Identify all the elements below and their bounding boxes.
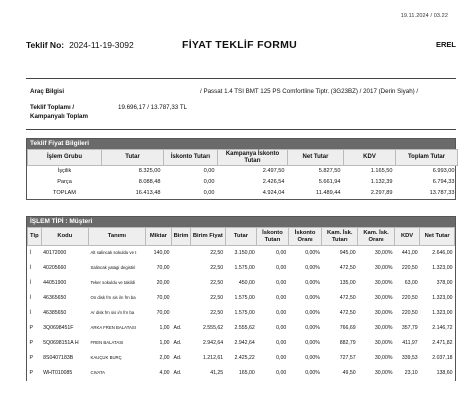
- table-cell: Ad.: [173, 325, 182, 331]
- table-cell: İ: [29, 295, 31, 301]
- summary-cell: İşçilik: [57, 168, 72, 175]
- table-row: [28, 351, 455, 366]
- table-cell: 20,00: [156, 280, 170, 286]
- summary-col-vat: KDV: [344, 150, 396, 166]
- table-cell: 0,00%: [305, 340, 320, 346]
- table-row: [28, 276, 455, 291]
- table-cell: 30,00%: [374, 340, 393, 346]
- table-cell: 4,00: [159, 370, 170, 376]
- table-cell: İ: [29, 250, 31, 257]
- summary-cell: 2.426,54: [262, 179, 285, 185]
- table-cell: 30,00%: [374, 250, 393, 257]
- table-cell: Salincak yatagi degistiri: [90, 264, 136, 270]
- summary-cell: 0,00: [203, 190, 215, 196]
- table-cell: 0,00%: [305, 325, 320, 331]
- table-cell: 63,00: [404, 280, 418, 286]
- summary-cell: 11.489,44: [316, 190, 341, 196]
- document-header: [26, 40, 456, 54]
- operations-bar: İŞLEM TİPİ : Müşteri: [27, 217, 455, 227]
- items-col-discount-rate: İskonto Oranı: [288, 228, 322, 246]
- table-cell: 40205660: [43, 265, 67, 271]
- table-cell: 22,50: [210, 295, 224, 301]
- summary-cell: 6.794,33: [432, 179, 455, 185]
- table-cell: 30,00%: [374, 295, 393, 301]
- summary-cell: 8.088,48: [138, 179, 161, 185]
- table-cell: 441,00: [401, 250, 418, 257]
- summary-cell: 6.993,00: [432, 168, 455, 175]
- table-cell: Teker sokuldu ve takildi: [90, 279, 135, 285]
- table-cell: 882,79: [339, 340, 356, 346]
- table-cell: CIVATA: [90, 369, 106, 375]
- brand-name: EREL: [435, 40, 456, 49]
- table-cell: 30,00%: [374, 325, 393, 331]
- table-cell: [172, 276, 191, 291]
- table-cell: P: [29, 325, 33, 331]
- items-header-row: [28, 228, 455, 246]
- summary-cell: 4.924,04: [262, 190, 285, 196]
- table-cell: 378,00: [436, 280, 453, 286]
- items-col-net: Net Tutar: [420, 228, 455, 246]
- summary-col-amount: Tutar: [102, 150, 164, 166]
- table-row: [28, 306, 455, 321]
- table-cell: Ad.: [173, 355, 182, 361]
- price-summary-section: [26, 138, 456, 200]
- total-value: 19.696,17 / 13.787,33 TL: [118, 104, 188, 111]
- table-cell: 339,53: [401, 355, 418, 361]
- table-cell: 1.323,00: [432, 295, 453, 301]
- table-cell: 3.150,00: [234, 250, 255, 257]
- vehicle-label: Araç Bilgisi: [30, 88, 65, 95]
- table-cell: P: [29, 370, 33, 376]
- table-cell: 1.575,00: [234, 310, 255, 316]
- summary-col-group: İşlem Grubu: [28, 150, 102, 166]
- table-cell: 30,00%: [374, 370, 393, 376]
- table-cell: 1.575,00: [234, 295, 255, 301]
- items-col-unit: Birim: [172, 228, 191, 246]
- table-cell: 0,00: [276, 370, 287, 376]
- table-cell: 165,00: [238, 370, 255, 376]
- items-table: [27, 227, 455, 381]
- table-cell: Ad.: [173, 340, 182, 346]
- summary-col-net: Net Tutar: [288, 150, 344, 166]
- summary-col-discount: İskonto Tutarı: [164, 150, 218, 166]
- table-cell: 0,00%: [305, 280, 320, 286]
- table-cell: 0,00: [276, 265, 287, 271]
- table-cell: 945,00: [339, 250, 356, 257]
- table-cell: 2.646,00: [432, 250, 453, 257]
- summary-row-parts: [28, 177, 458, 188]
- offer-number: [26, 40, 134, 50]
- table-cell: İ: [29, 265, 31, 271]
- total-label-1: Teklif Toplamı /: [30, 104, 75, 111]
- items-col-amount: Tutar: [225, 228, 257, 246]
- table-cell: 2.555,62: [202, 325, 224, 331]
- table-cell: 30,00%: [374, 265, 393, 271]
- table-cell: FREN BALATASI: [90, 339, 124, 345]
- summary-bar: Teklif Fiyat Bilgileri: [27, 139, 455, 149]
- summary-col-campaign-discount: Kampanya İskonto Tutarı: [218, 150, 288, 166]
- table-cell: [172, 246, 191, 261]
- table-cell: [172, 291, 191, 306]
- table-cell: 22,50: [210, 310, 224, 316]
- summary-row-total: [28, 188, 458, 199]
- table-cell: Ad.: [173, 370, 182, 376]
- table-cell: 1,00: [159, 340, 170, 346]
- table-cell: 357,79: [401, 325, 418, 331]
- table-cell: 472,50: [339, 310, 356, 316]
- table-cell: 0,00%: [305, 355, 320, 361]
- items-col-quantity: Miktar: [145, 228, 171, 246]
- table-cell: İ: [29, 280, 31, 286]
- summary-cell: Parça: [57, 179, 72, 185]
- table-cell: 220,50: [401, 265, 418, 271]
- summary-cell: 16.413,48: [135, 190, 161, 196]
- items-col-unit-price: Birim Fiyat: [190, 228, 225, 246]
- table-cell: 0,00: [276, 325, 287, 331]
- table-cell: On disk frn sis i/n frn ba: [90, 294, 136, 300]
- table-cell: 140,00: [153, 250, 170, 257]
- summary-cell: 2.297,89: [370, 190, 393, 196]
- table-row: [28, 246, 455, 261]
- table-cell: 0,00%: [305, 250, 320, 257]
- summary-header-row: [28, 150, 458, 166]
- summary-cell: 2.497,50: [262, 168, 285, 175]
- summary-row-labor: [28, 166, 458, 177]
- operations-section: [26, 216, 456, 381]
- table-row: [28, 366, 455, 381]
- summary-col-total: Toplam Tutar: [396, 150, 458, 166]
- table-cell: 1.323,00: [432, 310, 453, 316]
- items-col-description: Tanımı: [88, 228, 145, 246]
- table-cell: 472,50: [339, 265, 356, 271]
- table-cell: 220,50: [401, 295, 418, 301]
- table-cell: 1.212,61: [202, 355, 224, 361]
- table-cell: 5Q0698151A H: [43, 340, 79, 346]
- table-cell: 70,00: [156, 295, 170, 301]
- table-cell: 0,00%: [305, 310, 320, 316]
- table-cell: 2,00: [159, 355, 170, 361]
- summary-cell: 8.325,00: [138, 168, 161, 175]
- table-cell: 3Q0698451F: [43, 325, 74, 331]
- table-cell: 44051900: [43, 280, 67, 286]
- table-cell: 1,00: [159, 325, 170, 331]
- table-cell: İ: [29, 310, 31, 316]
- summary-table: [27, 149, 458, 199]
- table-cell: 0,00: [276, 340, 287, 346]
- table-cell: 70,00: [156, 310, 170, 316]
- table-cell: 411,97: [402, 340, 418, 346]
- table-cell: 23,10: [404, 370, 418, 376]
- form-title: FİYAT TEKLİF FORMU: [182, 39, 298, 51]
- table-cell: 0,00: [276, 355, 287, 361]
- vehicle-value: / Passat 1.4 TSI BMT 125 PS Comfortline Tiptr. (3G23BZ) / 2017 (Derin Siyah) /: [200, 88, 419, 95]
- table-cell: 8S0407183B: [43, 355, 74, 361]
- table-cell: 2.146,72: [432, 325, 453, 331]
- table-cell: 70,00: [156, 265, 170, 271]
- items-body: [28, 246, 455, 381]
- table-cell: KAUÇUK BURÇ: [90, 354, 122, 360]
- table-cell: 30,00%: [374, 355, 393, 361]
- table-cell: 0,00: [276, 310, 287, 316]
- items-col-vat: KDV: [394, 228, 419, 246]
- table-cell: ARKA FREN BALATASI: [90, 324, 136, 330]
- table-cell: 135,00: [339, 280, 356, 286]
- table-cell: 49,50: [342, 370, 356, 376]
- table-cell: 1.323,00: [432, 265, 453, 271]
- table-cell: 472,50: [339, 295, 356, 301]
- table-cell: 138,60: [436, 370, 453, 376]
- summary-cell: 1.132,39: [370, 179, 393, 185]
- summary-cell: 0,00: [203, 179, 215, 185]
- table-cell: 1.575,00: [234, 265, 255, 271]
- summary-cell: 13.787,33: [429, 190, 455, 196]
- summary-cell: 1.165,50: [370, 168, 393, 175]
- table-cell: WHT010085: [43, 370, 73, 376]
- table-cell: 2.425,22: [234, 355, 255, 361]
- table-cell: 30,00%: [374, 280, 393, 286]
- summary-cell: TOPLAM: [53, 190, 76, 196]
- items-col-campaign-amount: Kam. İsk. Tutarı: [322, 228, 358, 246]
- table-cell: 2.942,64: [202, 340, 224, 346]
- summary-cell: 5.661,94: [318, 179, 341, 185]
- table-cell: 46365650: [43, 295, 67, 301]
- table-cell: 2.555,62: [234, 325, 255, 331]
- table-cell: P: [29, 340, 33, 346]
- table-cell: 0,00: [276, 280, 287, 286]
- table-cell: 727,57: [339, 355, 356, 361]
- table-cell: 22,50: [210, 265, 224, 271]
- summary-cell: 5.827,50: [318, 168, 341, 175]
- table-cell: Alt salincak sokuldu ve t: [90, 249, 137, 255]
- table-cell: 0,00%: [305, 295, 320, 301]
- table-cell: [172, 261, 191, 276]
- table-cell: 22,50: [210, 280, 224, 286]
- table-row: [28, 336, 455, 351]
- table-cell: P: [29, 355, 33, 361]
- table-cell: 2.471,82: [432, 340, 453, 346]
- items-col-campaign-rate: Kam. İsk. Oranı: [358, 228, 395, 246]
- items-col-code: Kodu: [41, 228, 88, 246]
- table-cell: 766,69: [339, 325, 356, 331]
- table-cell: 0,00: [276, 295, 287, 301]
- summary-cell: 0,00: [203, 168, 215, 175]
- table-row: [28, 261, 455, 276]
- offer-number-value: 2024-11-19-3092: [69, 40, 134, 50]
- table-cell: 40172000: [43, 250, 67, 257]
- table-cell: 0,00%: [305, 265, 320, 271]
- table-cell: 41,25: [210, 370, 224, 376]
- vehicle-info-section: [26, 78, 456, 130]
- table-cell: 30,00%: [374, 310, 393, 316]
- table-cell: 2.037,18: [432, 355, 453, 361]
- table-cell: 46385650: [43, 310, 67, 316]
- offer-number-label: Teklif No:: [26, 40, 65, 50]
- table-cell: 0,00: [276, 250, 287, 257]
- table-cell: Ar disk frn sis i/n frn ba: [90, 309, 135, 315]
- total-label-2: Kampanyalı Toplam: [30, 113, 88, 120]
- table-cell: [172, 306, 191, 321]
- table-cell: 220,50: [401, 310, 418, 316]
- table-row: [28, 291, 455, 306]
- print-date: 19.11.2024 / 03.22: [400, 13, 448, 19]
- table-cell: 2.942,64: [234, 340, 255, 346]
- table-cell: 450,00: [238, 280, 255, 286]
- table-cell: 0,00%: [305, 370, 320, 376]
- items-col-type: Tip: [28, 228, 42, 246]
- table-cell: 22,50: [210, 250, 224, 257]
- items-col-discount-amount: İskonto Tutarı: [257, 228, 289, 246]
- table-row: [28, 321, 455, 336]
